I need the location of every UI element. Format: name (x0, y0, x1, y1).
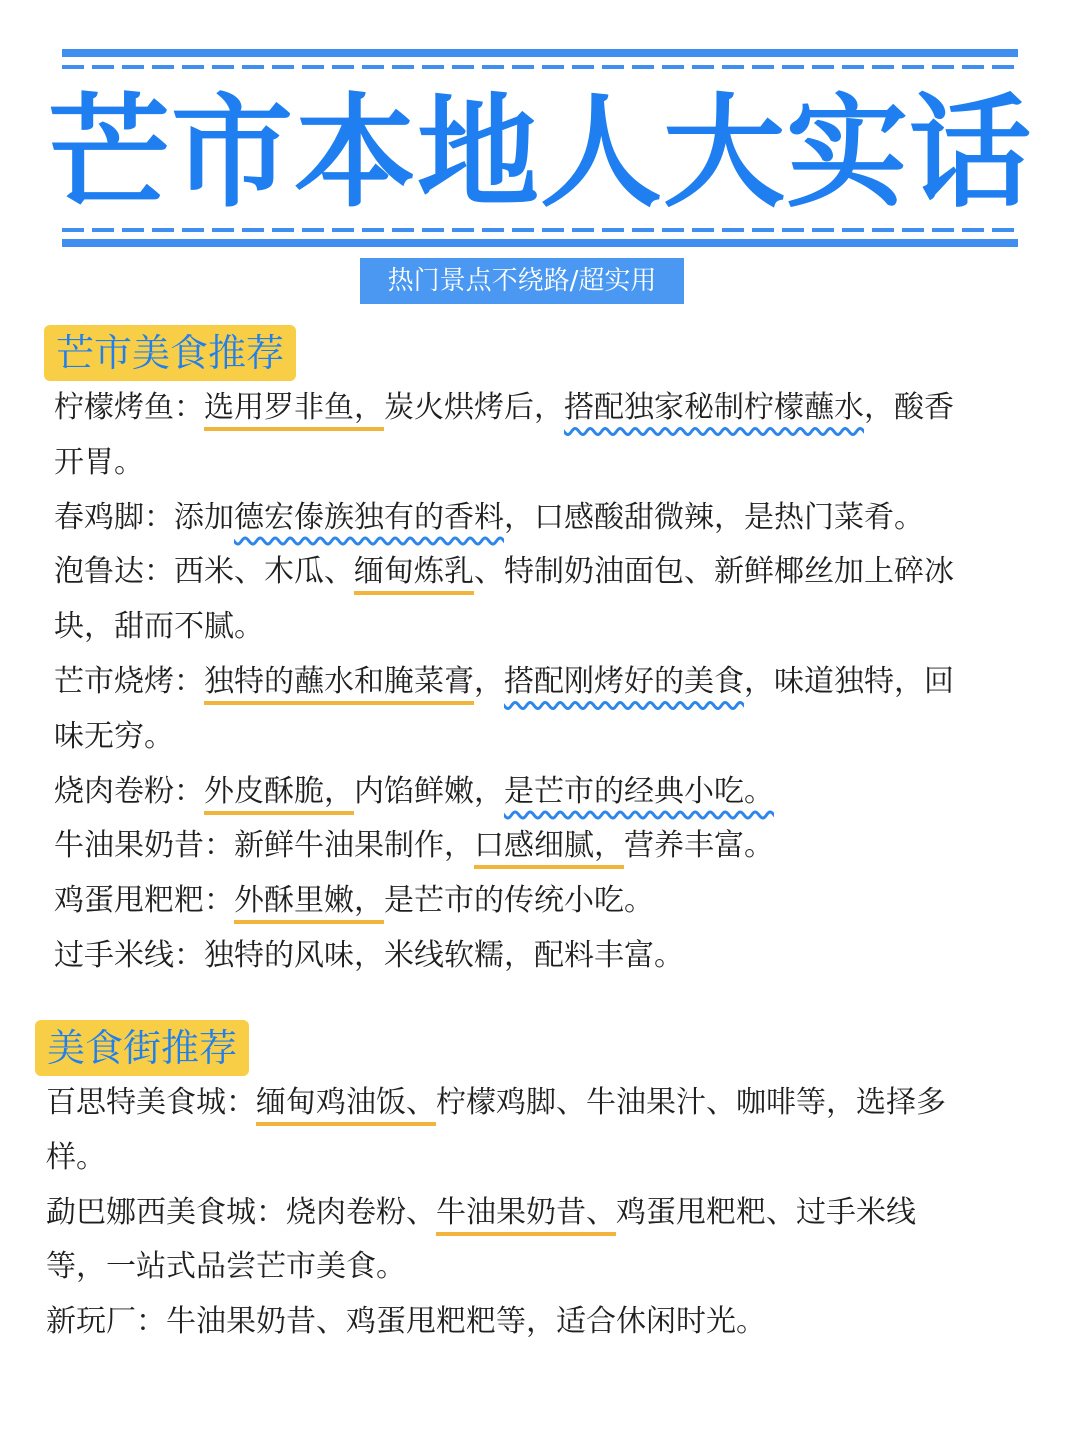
subtitle-badge: 热门景点不绕路/超实用 (360, 258, 684, 304)
page-title: 芒市本地人大实话 (48, 82, 1032, 224)
list-item-continued: 开胃。 (54, 444, 144, 480)
list-item: 芒市烧烤：独特的蘸水和腌菜膏，搭配刚烤好的美食，味道独特，回 (54, 663, 954, 699)
list-item: 过手米线：独特的风味，米线软糯，配料丰富。 (54, 937, 684, 973)
list-item: 鸡蛋甩粑粑：外酥里嫩，是芒市的传统小吃。 (54, 883, 654, 919)
list-item: 春鸡脚：添加德宏傣族独有的香料，口感酸甜微辣，是热门菜肴。 (54, 499, 924, 535)
top-band (62, 49, 1018, 57)
list-item: 泡鲁达：西米、木瓜、缅甸炼乳、特制奶油面包、新鲜椰丝加上碎冰 (54, 554, 954, 590)
food-list (54, 381, 954, 984)
list-item-continued: 味无穷。 (54, 718, 174, 754)
list-item-continued: 等，一站式品尝芒市美食。 (46, 1249, 406, 1285)
list-item: 柠檬烤鱼：选用罗非鱼，炭火烘烤后，搭配独家秘制柠檬蘸水，酸香 (54, 390, 954, 425)
list-item-continued: 块，甜而不腻。 (54, 609, 264, 645)
list-item: 牛油果奶昔：新鲜牛油果制作，口感细腻，营养丰富。 (54, 828, 774, 864)
list-item: 烧肉卷粉：外皮酥脆，内馅鲜嫩，是芒市的经典小吃。 (54, 773, 774, 809)
list-item: 新玩厂：牛油果奶昔、鸡蛋甩粑粑等，适合休闲时光。 (46, 1304, 766, 1340)
list-item: 百思特美食城：缅甸鸡油饭、柠檬鸡脚、牛油果汁、咖啡等，选择多 (46, 1085, 946, 1120)
section-title-food-street: 美食街推荐 (35, 1020, 249, 1076)
bottom-dashed-rule (62, 228, 1018, 232)
bottom-band (62, 239, 1018, 247)
food-street-list (46, 1076, 946, 1350)
list-item-continued: 样。 (46, 1139, 106, 1175)
top-dashed-rule (62, 65, 1018, 69)
list-item: 勐巴娜西美食城：烧肉卷粉、牛油果奶昔、鸡蛋甩粑粑、过手米线 (46, 1194, 916, 1230)
section-title-food: 芒市美食推荐 (44, 325, 296, 381)
